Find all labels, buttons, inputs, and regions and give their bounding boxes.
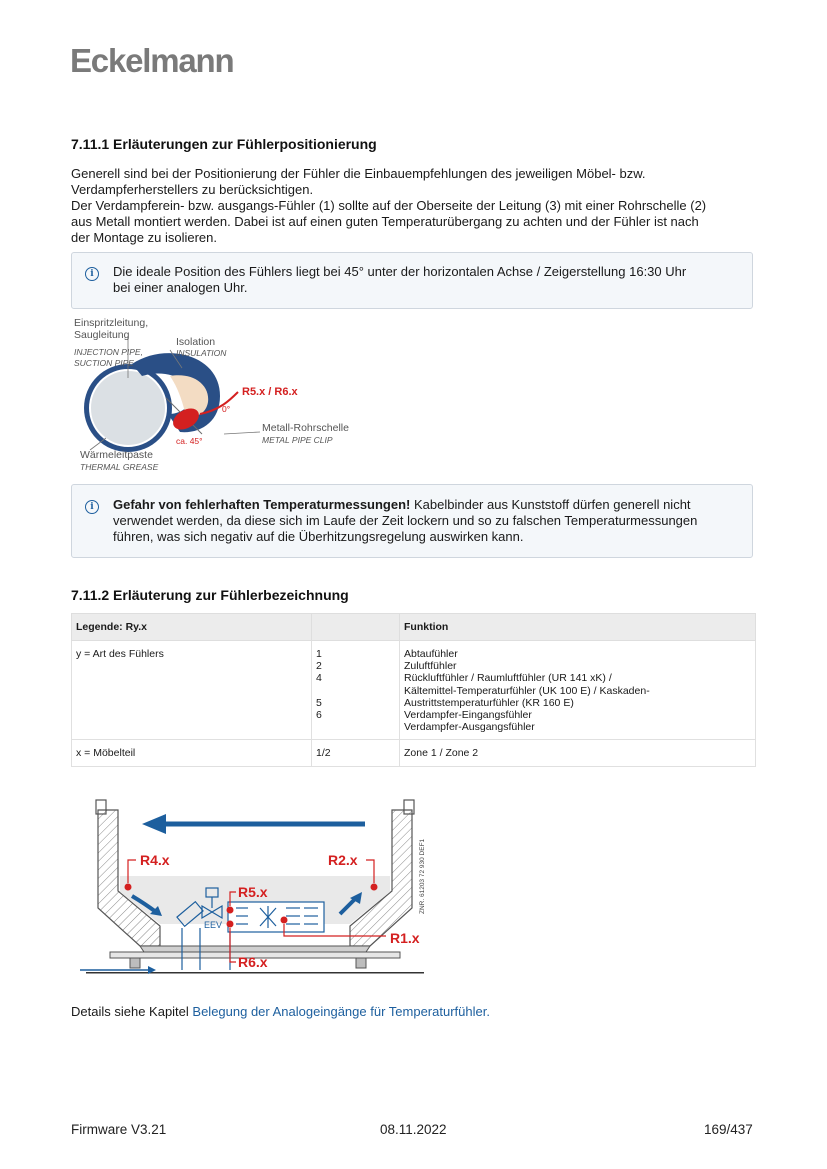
- case-foot-right: [356, 958, 366, 968]
- label-clip-en: METAL PIPE CLIP: [262, 435, 333, 445]
- warning-line: führen, was sich negativ auf die Überhitzungsregelung auswirken kann.: [113, 529, 524, 544]
- sensor-dot-r1: [281, 917, 288, 924]
- warning-title: Gefahr von fehlerhaften Temperaturmessungen!: [113, 497, 411, 512]
- info-icon: i: [85, 500, 99, 514]
- footer-date: 08.11.2022: [380, 1122, 447, 1137]
- positioning-paragraph: [71, 166, 759, 246]
- table-cell-label: x = Möbelteil: [72, 740, 312, 766]
- table-row: [72, 740, 756, 766]
- evaporator: [228, 902, 324, 932]
- function-value: Abtaufühler: [404, 648, 458, 660]
- sensor-dot-r4: [125, 884, 132, 891]
- table-header: Funktion: [400, 614, 756, 641]
- drawing-number: ZNR. 61203 72 930 DEF1: [419, 838, 426, 914]
- brand-logo: Eckelmann: [70, 42, 234, 79]
- table-header-row: [72, 614, 756, 641]
- label-r4: R4.x: [140, 852, 170, 868]
- warning-box: [71, 484, 753, 558]
- table-cell-function: Zone 1 / Zone 2: [400, 740, 756, 766]
- code-value: 6: [316, 709, 322, 722]
- sensor-legend-table: [71, 613, 756, 767]
- label-suction-de: Saugleitung: [74, 329, 130, 341]
- table-cell-code: 1/2: [312, 740, 400, 766]
- footer-page-number: 169/437: [704, 1122, 753, 1137]
- label-r5: R5.x: [238, 884, 268, 900]
- label-r1: R1.x: [390, 930, 420, 946]
- table-header: Legende: Ry.x: [72, 614, 312, 641]
- table-row: [72, 641, 756, 740]
- table-cell-functions: [400, 641, 756, 740]
- footer-firmware: Firmware V3.21: [71, 1122, 167, 1137]
- paragraph-line: Generell sind bei der Positionierung der Fühler die Einbauempfehlungen des jeweiligen Möbel- bzw.: [71, 166, 646, 181]
- clip-leader: [224, 432, 260, 434]
- details-prefix: Details siehe Kapitel: [71, 1004, 193, 1019]
- code-value: 5: [316, 696, 322, 709]
- label-zero-degree: 0°: [222, 404, 231, 414]
- label-grease-en: THERMAL GREASE: [80, 462, 159, 472]
- code-value: [316, 721, 395, 733]
- label-injection-de: Einspritzleitung,: [74, 317, 149, 329]
- label-insulation-de: Isolation: [176, 336, 216, 348]
- function-value: Verdampfer-Eingangsfühler: [404, 709, 532, 722]
- info-line: Die ideale Position des Fühlers liegt bei 45° unter der horizontalen Achse / Zeigerstellung 16:30 Uhr: [113, 264, 687, 279]
- table-cell-label: y = Art des Fühlers: [72, 641, 312, 740]
- section-heading-designation: 7.11.2 Erläuterung zur Fühlerbezeichnung: [71, 587, 349, 603]
- label-r2: R2.x: [328, 852, 358, 868]
- table-header: [312, 614, 400, 641]
- floor-line: [86, 972, 424, 974]
- sensor-dot-r5: [227, 907, 234, 914]
- paragraph-line: Verdampferherstellers zu berücksichtigen.: [71, 182, 314, 197]
- info-line: bei einer analogen Uhr.: [113, 280, 248, 295]
- warning-line: Kabelbinder aus Kunststoff dürfen generell nicht: [410, 497, 691, 512]
- sensor-position-illustration: [70, 314, 349, 476]
- case-foot-left: [130, 958, 140, 968]
- paragraph-line: der Montage zu isolieren.: [71, 230, 217, 245]
- info-box: [71, 252, 753, 309]
- label-angle: ca. 45°: [176, 436, 203, 446]
- pipe-inner: [90, 370, 166, 446]
- label-eev: EEV: [204, 920, 223, 930]
- function-value: Austrittstemperaturfühler (KR 160 E): [404, 696, 574, 709]
- paragraph-line: Der Verdampferein- bzw. ausgangs-Fühler (1) sollte auf der Oberseite der Leitung (3) mit einer Rohrschelle (2): [71, 198, 707, 213]
- label-sensor-code: R5.x / R6.x: [242, 386, 298, 398]
- function-value: Kältemittel-Temperaturfühler (UK 100 E) / Kaskaden-: [404, 684, 650, 697]
- case-base: [140, 946, 370, 952]
- label-injection-en: INJECTION PIPE,: [74, 347, 143, 357]
- code-value: 4: [316, 672, 322, 685]
- case-sensor-illustration: [70, 796, 440, 976]
- function-value: Rückluftfühler / Raumluftfühler (UR 141 xK) /: [404, 672, 612, 685]
- function-value: Zuluftfühler: [404, 660, 457, 673]
- sensor-dot-r6: [227, 921, 234, 928]
- code-value: 1: [316, 648, 322, 660]
- sensor-dot-r2: [371, 884, 378, 891]
- label-clip-de: Metall-Rohrschelle: [262, 422, 349, 434]
- section-heading-positioning: 7.11.1 Erläuterungen zur Fühlerpositionierung: [71, 136, 377, 152]
- label-insulation-en: INSULATION: [176, 348, 227, 358]
- label-r6: R6.x: [238, 954, 268, 970]
- warning-line: verwendet werden, da diese sich im Laufe der Zeit lockern und so zu falschen Temperaturmessungen: [113, 513, 698, 528]
- label-suction-en: SUCTION PIPE: [74, 358, 134, 368]
- details-reference: [71, 1004, 759, 1020]
- code-value: 2: [316, 660, 322, 673]
- info-icon: i: [85, 267, 99, 281]
- code-value: [316, 685, 395, 697]
- table-cell-codes: [312, 641, 400, 740]
- function-value: Verdampfer-Ausgangsfühler: [404, 721, 535, 734]
- label-grease-de: Wärmeleitpaste: [80, 449, 153, 461]
- air-flow-arrow: [142, 814, 166, 834]
- chapter-link[interactable]: Belegung der Analogeingänge für Temperaturfühler.: [192, 1004, 490, 1019]
- paragraph-line: aus Metall montiert werden. Dabei ist auf einen guten Temperaturübergang zu achten und der Fühler ist nach: [71, 214, 699, 229]
